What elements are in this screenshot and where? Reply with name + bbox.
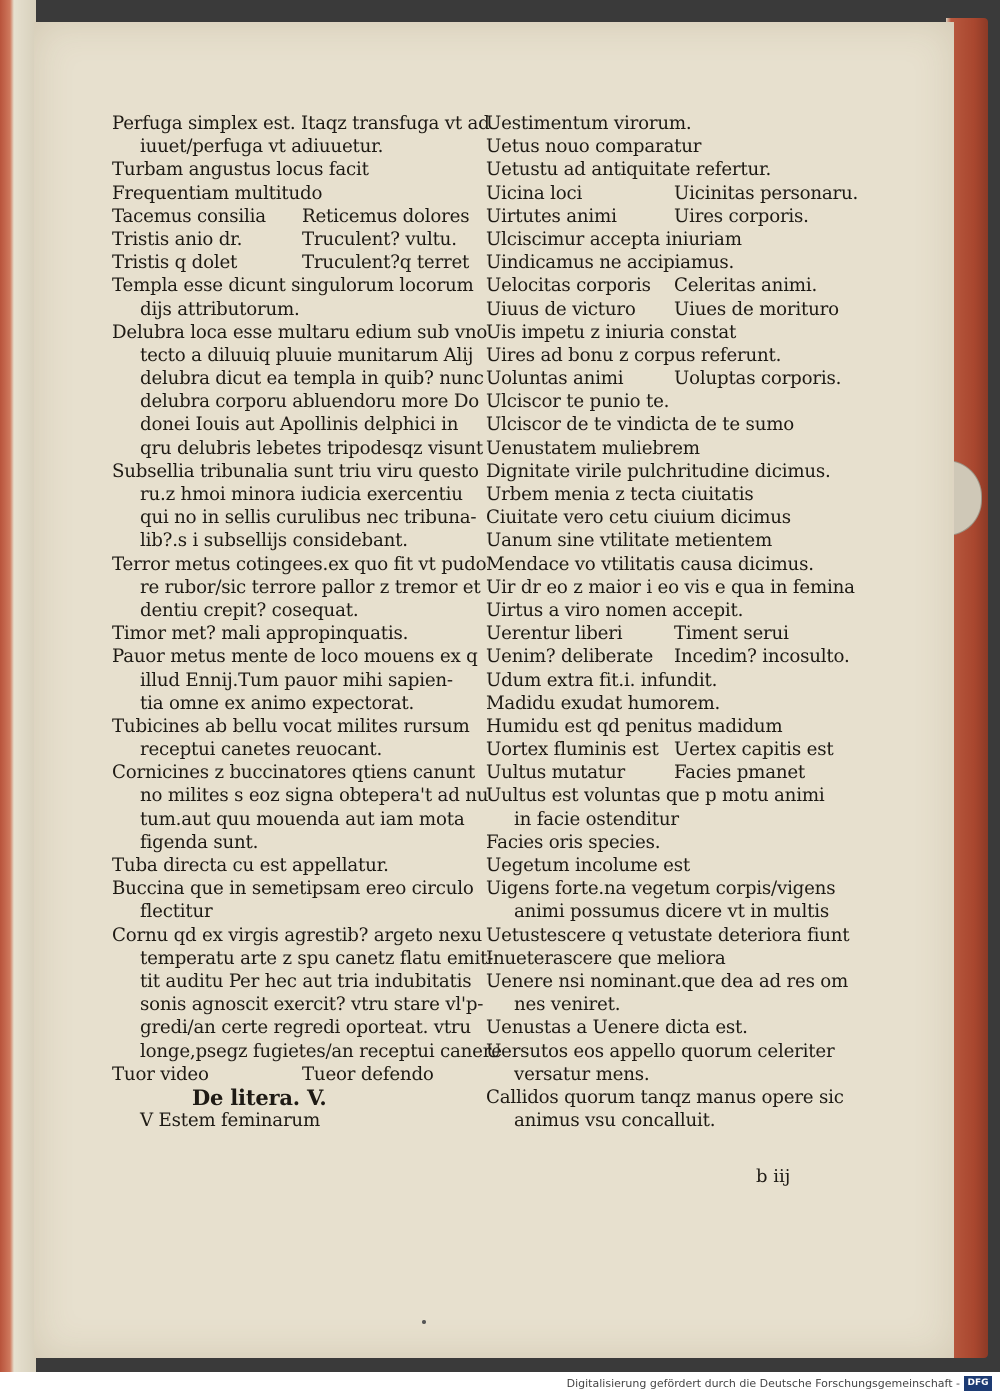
text-line <box>486 553 906 576</box>
line-text: in facie ostenditur <box>514 808 679 830</box>
line-text: delubra dicut ea templa in quib? nunc <box>140 368 484 390</box>
line-text: Templa esse dicunt singulorum locorum <box>112 275 474 297</box>
line-text: Uetustescere q vetustate deteriora fiunt <box>486 924 850 946</box>
line-text-second: Incedim? incosulto. <box>674 646 850 668</box>
line-text: Humidu est qd penitus madidum <box>486 715 783 737</box>
line-text: lib?.s i subsellijs considebant. <box>140 530 408 552</box>
line-text: Terror metus cotingees.ex quo fit vt pudo <box>112 553 487 575</box>
line-text: Uirtus a viro nomen accepit. <box>486 599 744 621</box>
line-text-second: Reticemus dolores <box>302 205 470 227</box>
line-text: Uires ad bonu z corpus referunt. <box>486 344 782 366</box>
line-text: versatur mens. <box>514 1063 650 1085</box>
page-dot <box>422 1320 426 1324</box>
book-page <box>34 22 954 1358</box>
line-text-second: Truculent?q terret <box>302 252 470 274</box>
line-text: Uortex fluminis est <box>486 739 659 761</box>
text-line <box>486 761 906 784</box>
line-text: sonis agnoscit exercit? vtru stare vl'p- <box>140 994 484 1016</box>
line-text: Ulciscor de te vindicta de te sumo <box>486 414 795 436</box>
line-text-second: Facies pmanet <box>674 762 806 784</box>
text-line <box>486 854 906 877</box>
text-line <box>486 529 906 552</box>
text-line <box>486 506 906 529</box>
text-line <box>486 877 906 900</box>
right-text-column <box>486 112 906 1132</box>
text-line <box>486 158 906 181</box>
footer-credit: Digitalisierung gefördert durch die Deutsche Forschungsgemeinschaft - <box>566 1377 960 1390</box>
text-line <box>486 437 906 460</box>
line-text: Inueterascere que meliora <box>486 947 726 969</box>
line-text: Uis impetu z iniuria constat <box>486 321 737 343</box>
line-text: receptui canetes reuocant. <box>140 739 383 761</box>
line-text: iuuet/perfuga vt adiuuetur. <box>140 136 384 158</box>
line-text: V Estem feminarum <box>140 1110 320 1132</box>
line-text: nes veniret. <box>514 994 621 1016</box>
text-line <box>486 808 906 831</box>
line-text: Tubicines ab bellu vocat milites rursum <box>112 715 470 737</box>
line-text: flectitur <box>140 901 213 923</box>
text-line <box>486 715 906 738</box>
text-line <box>486 1086 906 1109</box>
line-text: Uenim? deliberate <box>486 646 654 668</box>
line-text: Uindicamus ne accipiamus. <box>486 252 735 274</box>
line-text-second: Celeritas animi. <box>674 275 818 297</box>
text-line <box>486 182 906 205</box>
line-text: Uanum sine vtilitate metientem <box>486 530 773 552</box>
line-text: Subsellia tribunalia sunt triu viru questo <box>112 460 479 482</box>
line-text: tecto a diluuiq pluuie munitarum Alij <box>140 344 474 366</box>
line-text-second: Uertex capitis est <box>674 739 834 761</box>
line-text: Delubra loca esse multaru edium sub vno <box>112 321 488 343</box>
line-text: delubra corporu abluendoru more Do <box>140 391 479 413</box>
line-text: Uigens forte.na vegetum corpis/vigens <box>486 878 836 900</box>
line-text: re rubor/sic terrore pallor z tremor et <box>140 576 481 598</box>
line-text: Tristis q dolet <box>112 252 238 274</box>
text-line <box>486 321 906 344</box>
line-text: Timor met? mali appropinquatis. <box>112 623 409 645</box>
line-text: animus vsu concalluit. <box>514 1110 716 1132</box>
line-text: animi possumus dicere vt in multis <box>514 901 830 923</box>
text-line <box>486 135 906 158</box>
line-text-second: Tueor defendo <box>302 1063 434 1085</box>
line-text: temperatu arte z spu canetz flatu emit- <box>140 947 494 969</box>
text-line <box>486 251 906 274</box>
line-text: qru delubris lebetes tripodesqz visunt <box>140 437 483 459</box>
line-text: Uetus nouo comparatur <box>486 136 702 158</box>
line-text: Uir dr eo z maior i eo vis e qua in femina <box>486 576 855 598</box>
line-text: Uestimentum virorum. <box>486 113 692 134</box>
text-line <box>486 645 906 668</box>
footer-bar <box>0 1372 1000 1396</box>
line-text-second: Uoluptas corporis. <box>674 368 842 390</box>
line-text: Uersutos eos appello quorum celeriter <box>486 1040 835 1062</box>
line-text-second: Uires corporis. <box>674 205 809 227</box>
text-line <box>486 1040 906 1063</box>
line-text-second: Truculent? vultu. <box>302 228 457 250</box>
line-text: Uirtutes animi <box>486 205 617 227</box>
text-line <box>486 970 906 993</box>
line-text: Frequentiam multitudo <box>112 182 323 204</box>
line-text: Uultus est voluntas que p motu animi <box>486 785 825 807</box>
text-line <box>486 1063 906 1086</box>
line-text-second: Uiues de morituro <box>674 298 839 320</box>
signature-mark: b iij <box>756 1166 791 1187</box>
text-line <box>486 947 906 970</box>
line-text: dentiu crepit? cosequat. <box>140 599 359 621</box>
line-text: Ulciscimur accepta iniuriam <box>486 228 742 250</box>
line-text: donei Iouis aut Apollinis delphici in <box>140 414 459 436</box>
line-text: tum.aut quu mouenda aut iam mota <box>140 808 465 830</box>
text-line <box>486 993 906 1016</box>
text-line <box>486 576 906 599</box>
line-text: Callidos quorum tanqz manus opere sic <box>486 1086 844 1108</box>
line-text: Uicina loci <box>486 182 583 204</box>
text-line <box>486 831 906 854</box>
line-text: Buccina que in semetipsam ereo circulo <box>112 878 474 900</box>
line-text: Tacemus consilia <box>112 205 266 227</box>
text-line <box>486 1016 906 1039</box>
text-line <box>486 924 906 947</box>
line-text: ru.z hmoi minora iudicia exercentiu <box>140 484 463 505</box>
line-text: Madidu exudat humorem. <box>486 692 721 714</box>
text-line <box>486 367 906 390</box>
line-text: Facies oris species. <box>486 831 661 853</box>
line-text: Dignitate virile pulchritudine dicimus. <box>486 460 831 482</box>
text-line <box>486 692 906 715</box>
line-text: figenda sunt. <box>140 831 259 853</box>
text-line <box>486 344 906 367</box>
line-text: Udum extra fit.i. infundit. <box>486 669 718 691</box>
text-line <box>486 298 906 321</box>
facing-page-edge <box>0 0 36 1372</box>
text-line <box>486 460 906 483</box>
line-text: Uoluntas animi <box>486 368 624 390</box>
text-line <box>486 669 906 692</box>
text-line <box>486 228 906 251</box>
line-text: no milites s eoz signa obtepera't ad nu <box>140 785 489 807</box>
line-text-second: Timent serui <box>674 623 789 645</box>
text-line <box>486 112 906 135</box>
line-text: Perfuga simplex est. Itaqz transfuga vt ad <box>112 113 490 134</box>
dfg-logo: DFG <box>964 1376 992 1391</box>
text-line <box>486 622 906 645</box>
line-text-second: Uicinitas personaru. <box>674 182 859 204</box>
line-text: Uelocitas corporis <box>486 275 651 297</box>
text-line <box>486 390 906 413</box>
text-line <box>486 483 906 506</box>
line-text: tit auditu Per hec aut tria indubitatis <box>140 970 472 992</box>
line-text: Cornicines z buccinatores qtiens canunt <box>112 762 476 784</box>
text-line <box>486 413 906 436</box>
line-text: Uiuus de victuro <box>486 298 636 320</box>
line-text: De litera. V. <box>192 1084 327 1110</box>
text-line <box>486 205 906 228</box>
line-text: Uultus mutatur <box>486 762 626 784</box>
line-text: Uenere nsi nominant.que dea ad res om <box>486 970 849 992</box>
text-line <box>486 1109 906 1132</box>
line-text: gredi/an certe regredi oporteat. vtru <box>140 1017 471 1039</box>
line-text: Urbem menia z tecta ciuitatis <box>486 484 754 505</box>
line-text: Uenustatem muliebrem <box>486 437 700 459</box>
line-text: dijs attributorum. <box>140 298 300 320</box>
line-text: Uenustas a Uenere dicta est. <box>486 1017 748 1039</box>
line-text: Uerentur liberi <box>486 623 623 645</box>
line-text: Uetustu ad antiquitate refertur. <box>486 159 772 181</box>
text-line <box>486 599 906 622</box>
line-text: Mendace vo vtilitatis causa dicimus. <box>486 553 814 575</box>
line-text: Uegetum incolume est <box>486 855 690 876</box>
line-text: longe,psegz fugietes/an receptui canere <box>140 1040 502 1062</box>
text-line <box>486 784 906 807</box>
line-text: Tristis anio dr. <box>112 228 243 250</box>
line-text: Tuor video <box>112 1063 209 1085</box>
line-text: qui no in sellis curulibus nec tribuna- <box>140 507 477 529</box>
line-text: Turbam angustus locus facit <box>112 159 369 181</box>
text-line <box>486 900 906 923</box>
line-text: Tuba directa cu est appellatur. <box>112 855 389 876</box>
line-text: Cornu qd ex virgis agrestib? argeto nexu <box>112 924 483 946</box>
text-line <box>486 274 906 297</box>
line-text: tia omne ex animo expectorat. <box>140 692 415 714</box>
line-text: Ulciscor te punio te. <box>486 391 670 413</box>
line-text: illud Ennij.Tum pauor mihi sapien- <box>140 669 453 691</box>
line-text: Ciuitate vero cetu ciuium dicimus <box>486 507 791 529</box>
line-text: Pauor metus mente de loco mouens ex q <box>112 646 478 668</box>
text-line <box>486 738 906 761</box>
